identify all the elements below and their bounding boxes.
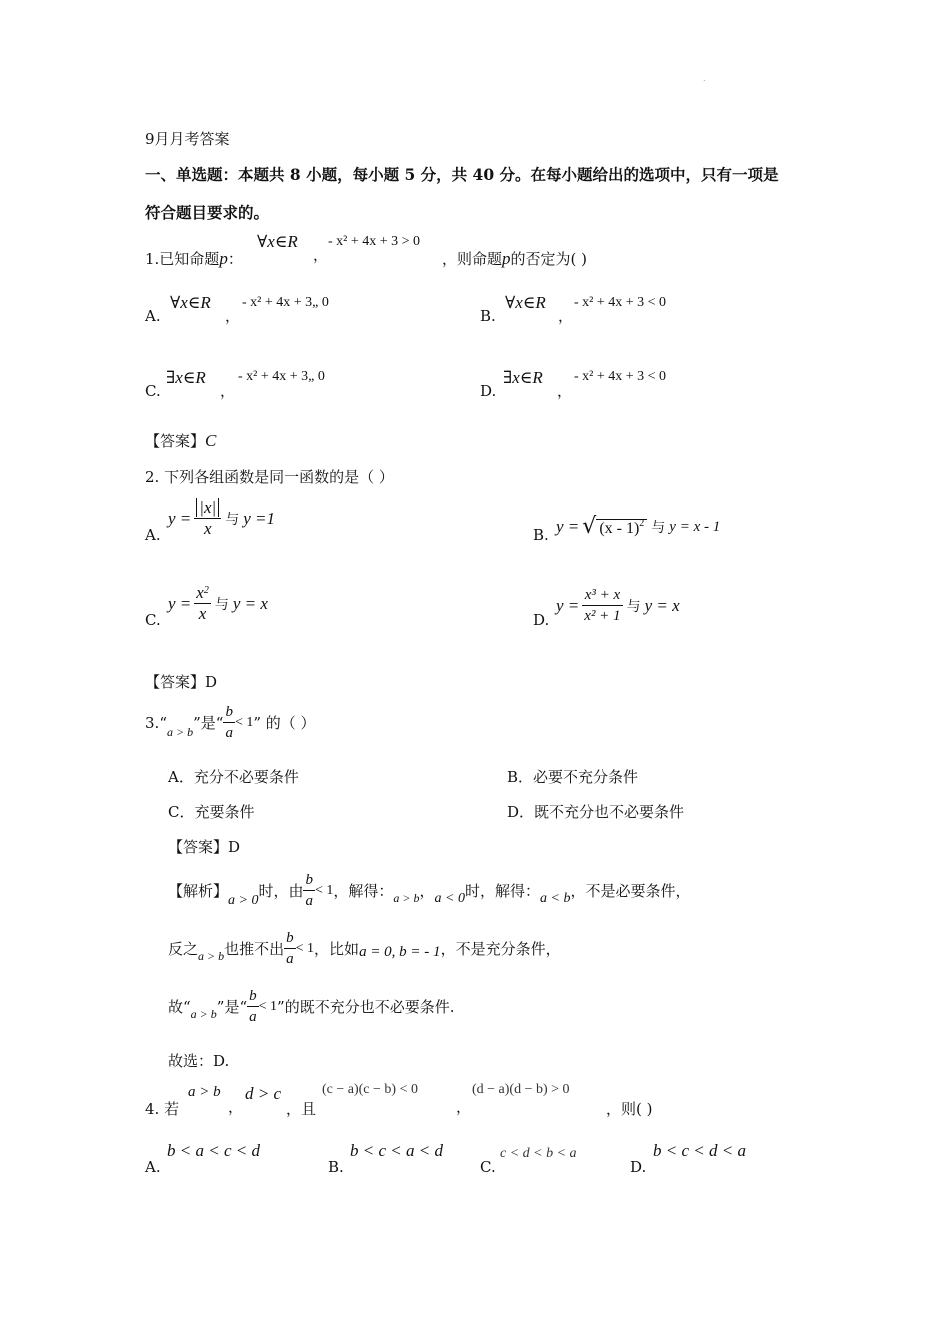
q4-option-d-expr: b < c < d < a (653, 1141, 746, 1160)
q1-option-c-comma: ， (220, 382, 236, 400)
q3-option-d: D．既不充分也不必要条件 (507, 803, 685, 821)
q1-option-c-expr: - x² + 4x + 3„ 0 (238, 369, 325, 384)
q2-answer: 【答案】D (145, 673, 218, 691)
q4-option-c-label: C. (480, 1158, 496, 1176)
q2-option-d-label: D. (533, 611, 550, 629)
q1-expr: - x² + 4x + 3 > 0 (328, 234, 421, 249)
q4-suffix: ，则( ) (606, 1100, 653, 1118)
q2-option-d-expr: y = $\frac{\text{x³ + x}}{\text{x² + 1}}$ 与 y = x (556, 587, 680, 624)
q3-option-b: B．必要不充分条件 (507, 768, 639, 786)
q3-analysis-line1: 【解析】 a > 0 时，由 $\frac{b}{a}$ < 1 ，解得： a > b ， a < 0 时，解得： a < b ，不是必要条件， (168, 872, 691, 909)
q4-sep2: ，且 (286, 1100, 317, 1118)
q3-stem: 3. “ a > b ”是“ $\frac{b}{a}$ < 1 ” 的（ ） (145, 704, 316, 741)
q3-conclusion: 故选：D. (168, 1052, 230, 1070)
q1-option-d-label: D. (480, 382, 497, 400)
q1-comma: ， (313, 246, 329, 264)
q1-option-d-expr: - x² + 4x + 3 < 0 (574, 369, 667, 384)
q4-cond4: (d − a)(d − b) > 0 (472, 1082, 570, 1097)
q2-option-b-label: B. (533, 526, 549, 544)
q1-option-d-quant: ∃x∈R (503, 368, 543, 387)
q1-option-c-label: C. (145, 382, 161, 400)
section-heading-cont: 符合题目要求的。 (145, 203, 270, 222)
q4-sep1: ， (228, 1098, 244, 1116)
q4-option-a-label: A. (145, 1158, 161, 1176)
corner-mark: . (703, 74, 706, 83)
q1-option-a-label: A. (145, 307, 161, 325)
q1-stem-suffix: ，则命题p的否定为( ) (442, 249, 587, 268)
q1-option-c-quant: ∃x∈R (166, 368, 206, 387)
q2-option-a-label: A. (145, 526, 161, 544)
q2-option-c-expr: y = $\frac{x^2}{x}$ 与 y = x (168, 583, 268, 623)
section-heading: 一、单选题：本题共 8 小题，每小题 5 分，共 40 分。在每小题给出的选项中，只有一项是 (145, 165, 779, 184)
q3-answer: 【答案】D (168, 838, 241, 856)
q1-answer: 【答案】C (145, 431, 217, 450)
q3-option-c: C．充要条件 (168, 803, 255, 821)
q1-option-b-label: B. (480, 307, 496, 325)
q1-option-a-quant: ∀x∈R (170, 293, 211, 312)
q4-cond3: (c − a)(c − b) < 0 (322, 1082, 418, 1097)
q3-option-a: A．充分不必要条件 (168, 768, 299, 786)
q4-prefix: 4. 若 (145, 1100, 180, 1118)
q4-option-b-expr: b < c < a < d (350, 1141, 443, 1160)
q3-analysis-line2: 反之 a > b 也推不出 $\frac{b}{a}$ < 1 ，比如 a = 0, b = - 1 ，不是充分条件， (168, 930, 561, 967)
q2-option-b-expr: y = √ (x - 1)$^2$ 与 y = x - 1 (556, 514, 721, 539)
q4-option-d-label: D. (630, 1158, 647, 1176)
q4-cond2: d > c (245, 1084, 282, 1103)
q1-option-b-quant: ∀x∈R (505, 293, 546, 312)
q1-option-b-comma: ， (558, 307, 574, 325)
q2-option-a-expr: y = $\frac{|x|}{x}$ 与 y =1 (168, 498, 275, 538)
q1-forall: ∀x∈R (257, 232, 298, 251)
q1-option-a-comma: ， (225, 307, 241, 325)
q1-option-d-comma: ， (557, 382, 573, 400)
q4-option-c-expr: c < d < b < a (500, 1146, 577, 1161)
q1-option-a-expr: - x² + 4x + 3„ 0 (242, 295, 329, 310)
q2-option-c-label: C. (145, 611, 161, 629)
q1-stem: 1.已知命题p： (145, 249, 243, 268)
q3-analysis-line3: 故“ a > b ”是“ $\frac{b}{a}$ < 1 ”的既不充分也不必要条件. (168, 988, 455, 1025)
q2-stem: 2. 下列各组函数是同一函数的是（ ） (145, 468, 394, 486)
q4-option-b-label: B. (328, 1158, 344, 1176)
q4-option-a-expr: b < a < c < d (167, 1141, 260, 1160)
q1-option-b-expr: - x² + 4x + 3 < 0 (574, 295, 667, 310)
q4-cond1: a > b (188, 1084, 221, 1100)
q4-sep3: ， (456, 1098, 472, 1116)
page-title: 9月月考答案 (145, 130, 230, 148)
